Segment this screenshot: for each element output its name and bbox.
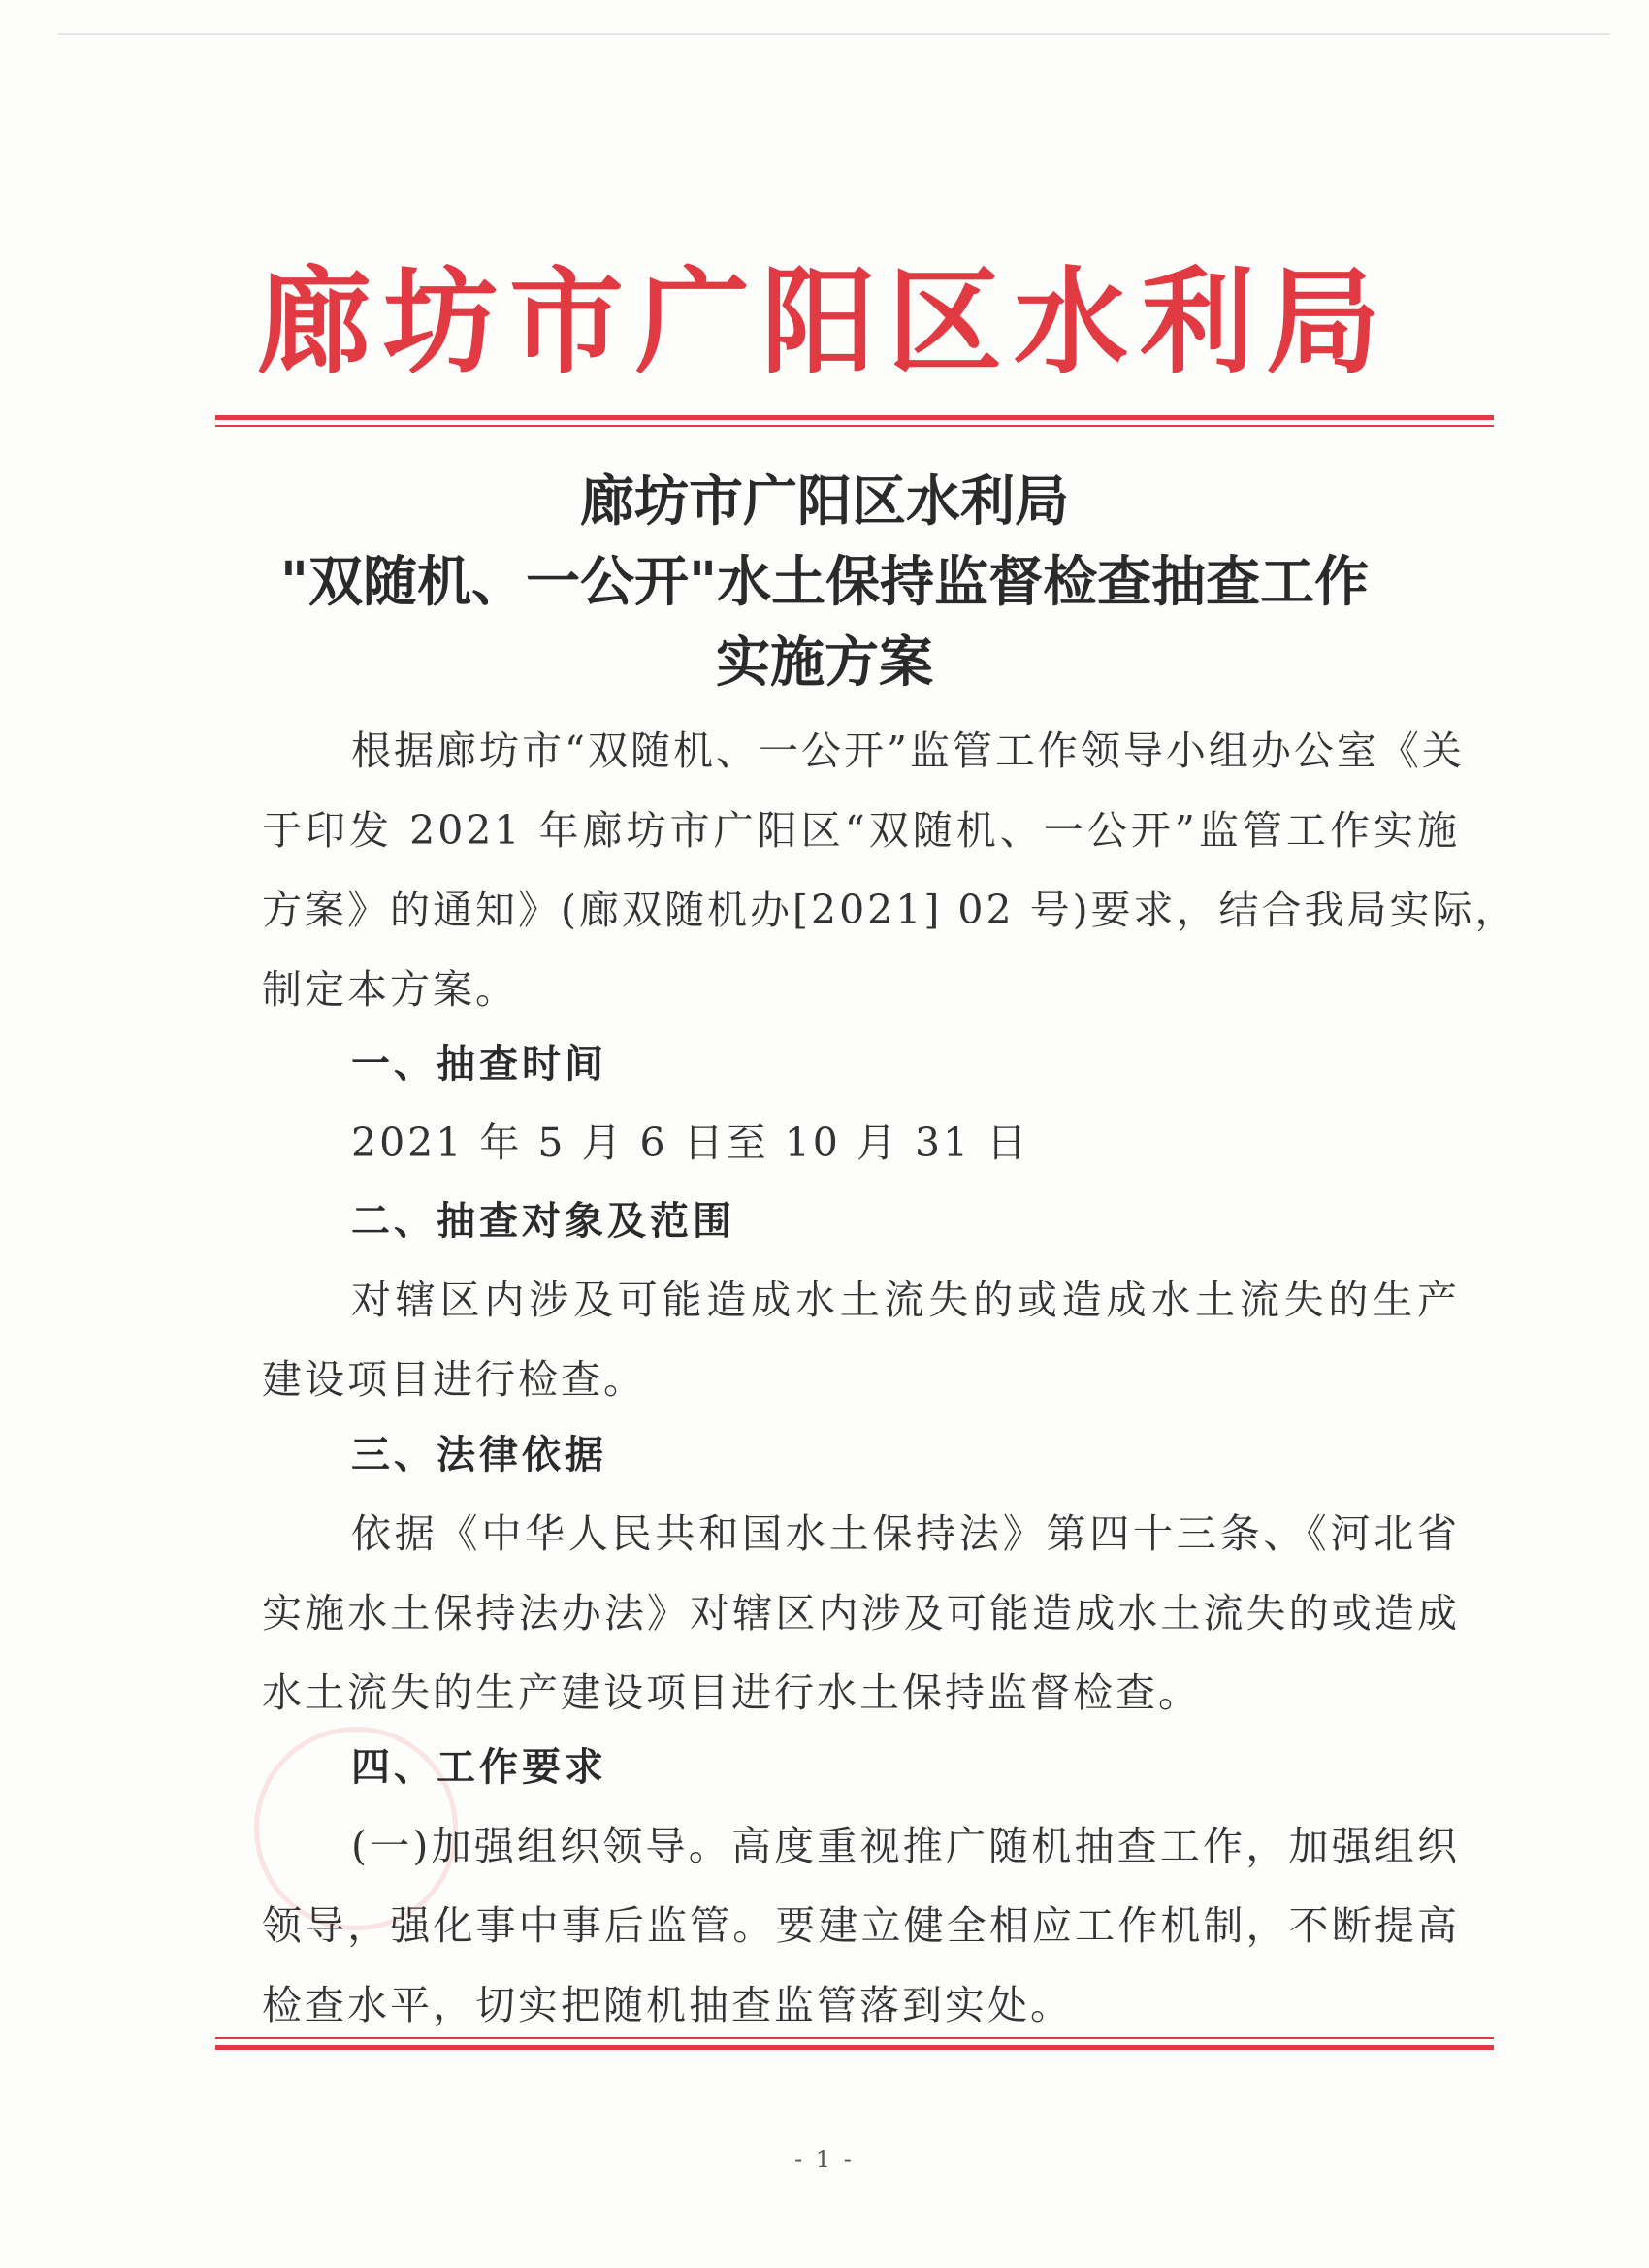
- intro-line: 制定本方案。: [262, 966, 518, 1013]
- doc-title-line1: 廊坊市广阳区水利局: [580, 470, 1069, 534]
- letterhead-rule-thick: [215, 415, 1494, 420]
- section-line: 依据《中华人民共和国水土保持法》第四十三条、《河北省: [351, 1510, 1460, 1557]
- footer-rule-thick: [215, 2045, 1494, 2050]
- section-line: 对辖区内涉及可能造成水土流失的或造成水土流失的生产: [351, 1277, 1460, 1323]
- intro-line: 方案》的通知》(廊双随机办[2021] 02 号)要求，结合我局实际，: [262, 887, 1518, 933]
- section-line: (一)加强组织领导。高度重视推广随机抽查工作，加强组织: [351, 1823, 1460, 1869]
- section-legal-paragraph: [262, 1494, 1460, 1733]
- letterhead-rule-thin: [215, 425, 1494, 427]
- doc-title-line2: "双随机、一公开"水土保持监督检查抽查工作: [279, 551, 1370, 614]
- intro-line: 根据廊坊市“双随机、一公开”监管工作领导小组办公室《关: [351, 728, 1465, 774]
- intro-paragraph: [262, 711, 1518, 1029]
- scan-edge-line: [58, 33, 1610, 35]
- section-line: 检查水平，切实把随机抽查监管落到实处。: [262, 1982, 1073, 2028]
- page-number: - 1 -: [794, 2146, 855, 2173]
- section-heading-scope: 二、抽查对象及范围: [351, 1199, 735, 1244]
- footer-rule-thin: [215, 2037, 1494, 2039]
- section-line: 实施水土保持法办法》对辖区内涉及可能造成水土流失的或造成: [262, 1590, 1460, 1636]
- section-line: 领导，强化事中事后监管。要建立健全相应工作机制，不断提高: [262, 1902, 1460, 1949]
- agency-letterhead-title: 廊坊市广阳区水利局: [256, 254, 1392, 389]
- section-scope-paragraph: [262, 1260, 1460, 1419]
- section-heading-requirements: 四、工作要求: [351, 1745, 607, 1790]
- section-line: 水土流失的生产建设项目进行水土保持监督检查。: [262, 1669, 1201, 1716]
- section-line: 建设项目进行检查。: [262, 1356, 646, 1403]
- intro-line: 于印发 2021 年廊坊市广阳区“双随机、一公开”监管工作实施: [262, 807, 1460, 854]
- section-heading-legal-basis: 三、法律依据: [351, 1433, 607, 1477]
- section-requirements-paragraph: [262, 1806, 1460, 2045]
- section-line: 2021 年 5 月 6 日至 10 月 31 日: [351, 1119, 1030, 1166]
- section-heading-time: 一、抽查时间: [351, 1042, 607, 1086]
- doc-title-line3: 实施方案: [716, 632, 933, 695]
- section-time-paragraph: [262, 1103, 1460, 1183]
